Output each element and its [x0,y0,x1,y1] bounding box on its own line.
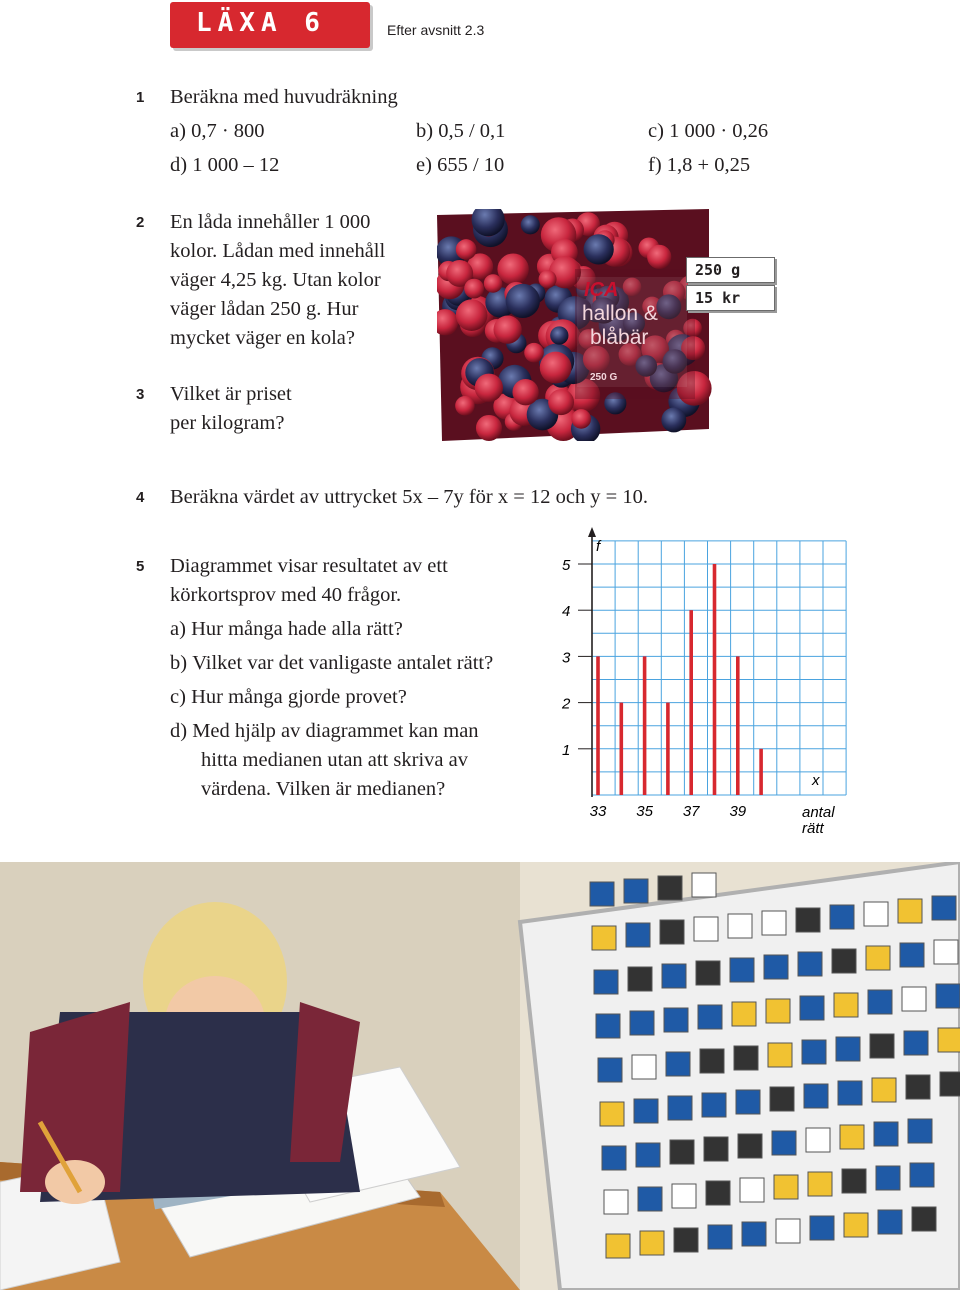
y-tick-label-3: 3 [562,649,571,667]
chart-grid [592,541,846,795]
task5-line-1: Diagrammet visar resultatet av ett [170,555,448,577]
task2-line-3: väger 4,25 kg. Utan kolor [170,269,381,291]
task-number-4: 4 [136,489,145,506]
classroom-photo [0,862,960,1290]
task1-item-d: d) 1 000 – 12 [170,154,280,176]
y-tick-label-1: 1 [562,741,571,759]
x-axis-label-1: antal [802,804,835,821]
task5-line-2: körkortsprov med 40 frågor. [170,584,402,606]
weight-label: 250 g [686,257,775,283]
task2-line-4: väger lådan 250 g. Hur [170,298,359,320]
bar-36 [666,703,670,795]
box-product-name-2: blåbär [590,326,649,349]
task1-item-e: e) 655 / 10 [416,154,505,176]
bar-38 [713,564,717,795]
frequency-chart [540,525,850,845]
task2-line-5: mycket väger en kola? [170,327,355,349]
task2-line-2: kolor. Lådan med innehåll [170,240,386,262]
bar-39 [736,656,740,795]
task1-prompt: Beräkna med huvudräkning [170,86,398,108]
y-tick-label-4: 4 [562,603,571,621]
task-number-5: 5 [136,558,145,575]
task5-question-d: d) Med hjälp av diagrammet kan man [170,720,479,742]
x-tick-label-37: 37 [682,803,700,820]
x-axis-label-2: rätt [802,820,824,837]
task1-item-a: a) 0,7 · 800 [170,120,265,142]
y-tick-label-2: 2 [562,695,571,713]
task1-item-f: f) 1,8 + 0,25 [648,154,751,176]
bar-33 [596,656,600,795]
task5-question-c: c) Hur många gjorde provet? [170,686,407,708]
task5-question-d-cont-1: hitta medianen utan att skriva av [201,749,468,771]
bar-37 [689,610,693,795]
x-tick-label-33: 33 [589,803,607,820]
bar-34 [620,703,624,795]
task1-item-c: c) 1 000 · 0,26 [648,120,769,142]
task-number-3: 3 [136,386,145,403]
task3-line-2: per kilogram? [170,412,285,434]
x-tick-label-39: 39 [729,803,747,820]
lesson-title: LÄXA 6 [196,8,326,38]
box-product-name-1: hallon & [582,302,658,325]
berry-box-image [437,209,715,441]
task2-line-1: En låda innehåller 1 000 [170,211,371,233]
lesson-subtitle: Efter avsnitt 2.3 [387,22,485,38]
price-label: 15 kr [686,285,775,311]
x-axis-symbol: x [812,772,820,789]
y-tick-label-5: 5 [562,557,571,574]
task-number-2: 2 [136,214,145,231]
task-number-1: 1 [136,89,145,106]
box-brand-logo: ICA [584,279,619,301]
y-axis-arrow [588,527,596,537]
task5-question-d-cont-2: värdena. Vilken är medianen? [201,778,446,800]
box-weight: 250 G [590,372,618,383]
task5-question-b: b) Vilket var det vanligaste antalet rätt? [170,652,494,674]
task4-text: Beräkna värdet av uttrycket 5x – 7y för x = 12 och y = 10. [170,486,648,508]
task5-question-a: a) Hur många hade alla rätt? [170,618,403,640]
task1-item-b: b) 0,5 / 0,1 [416,120,506,142]
x-tick-label-35: 35 [636,803,653,820]
bar-35 [643,656,647,795]
task3-line-1: Vilket är priset [170,383,292,405]
bar-40 [759,749,763,795]
y-axis-label: f [596,538,601,555]
